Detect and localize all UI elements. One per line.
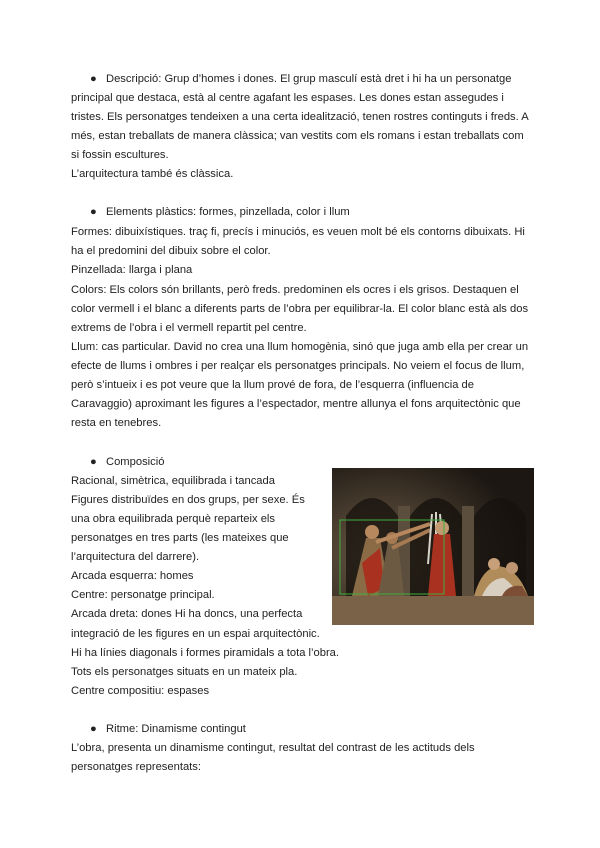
paragraph-line: personatges en tres parts (les mateixes que (71, 532, 289, 544)
paragraph-line: principal que destaca, està al centre agafant les espases. Les dones estan assegudes i (71, 92, 504, 104)
paragraph-line: ha el predomini del dibuix sobre el color. (71, 245, 271, 257)
bullet-dot-icon: ● (90, 723, 97, 735)
paragraph-line: Arcada dreta: dones Hi ha doncs, una perfecta (71, 608, 303, 620)
paragraph-line: si fossin escultures. (71, 149, 169, 161)
bullet-text: Composició (106, 456, 165, 468)
paragraph-line: integració de les figures en un espai arquitectònic. (71, 628, 320, 640)
bullet-dot-icon: ● (90, 73, 97, 85)
paragraph-line: l’arquitectura del darrere). (71, 551, 200, 563)
paragraph-line: color vermell i el blanc a diferents parts de l’obra per equilibrar-la. El color blanc està als dos (71, 303, 529, 315)
bullet-text: Descripció: Grup d’homes i dones. El grup masculí està dret i hi ha un personatge (106, 73, 512, 85)
painting-image (332, 468, 534, 625)
paragraph-line: tristes. Els personatges tendeixen a una certa idealització, tenen rostres continguts i freds. A (71, 111, 529, 123)
paragraph-line: L’obra, presenta un dinamisme contingut, resultat del contrast de les actituds dels (71, 742, 475, 754)
paragraph-line: Tots els personatges situats en un mateix pla. (71, 666, 298, 678)
paragraph-line: L’arquitectura també és clàssica. (71, 168, 234, 180)
bullet-text: Ritme: Dinamisme contingut (106, 723, 246, 735)
paragraph-line: extrems de l’obra i el vermell repartit pel centre. (71, 322, 307, 334)
bullet-descripcio (90, 72, 511, 86)
bullet-composicio (90, 455, 164, 469)
paragraph-line: Hi ha línies diagonals i formes piramidals a tota l’obra. (71, 647, 340, 659)
bullet-ritme (90, 722, 246, 736)
paragraph-line: efecte de llums i ombres i per realçar els personatges principals. No veiem el focus de llum, (71, 360, 525, 372)
paragraph-line: personatges representats: (71, 761, 201, 773)
paragraph-line: Arcada esquerra: homes (71, 570, 194, 582)
paragraph-line: Pinzellada: llarga i plana (71, 264, 193, 276)
bullet-text: Elements plàstics: formes, pinzellada, color i llum (106, 206, 350, 218)
paragraph-line: Caravaggio) aproximant les figures a l’espectador, mentre allunya el fons arquitectònic que (71, 398, 521, 410)
paragraph-line: més, estan treballats de manera clàssica; van vestits com els romans i estan treballats com (71, 130, 524, 142)
paragraph-line: Racional, simètrica, equilibrada i tancada (71, 475, 275, 487)
paragraph-line: resta en tenebres. (71, 417, 162, 429)
bullet-dot-icon: ● (90, 456, 97, 468)
paragraph-line: Llum: cas particular. David no crea una llum homogènia, sinó que juga amb ella per crear un (71, 341, 529, 353)
bullet-elements-plastics (90, 205, 350, 219)
bullet-dot-icon: ● (90, 206, 97, 218)
paragraph-line: una obra equilibrada perquè reparteix els (71, 513, 275, 525)
paragraph-line: Formes: dibuixístiques. traç fi, precís i minuciós, es veuen molt bé els contorns dibuixats. Hi (71, 226, 525, 238)
paragraph-line: Figures distribuïdes en dos grups, per sexe. És (71, 494, 305, 506)
paragraph-line: Colors: Els colors són brillants, però freds. predominen els ocres i els grisos. Destaquen el (71, 284, 519, 296)
paragraph-line: però s’intueix i es pot veure que la llum prové de fora, de l’esquerra (influencia de (71, 379, 474, 391)
paragraph-line: Centre: personatge principal. (71, 589, 215, 601)
paragraph-line: Centre compositiu: espases (71, 685, 210, 697)
painting-oath-of-horatii (332, 468, 534, 625)
